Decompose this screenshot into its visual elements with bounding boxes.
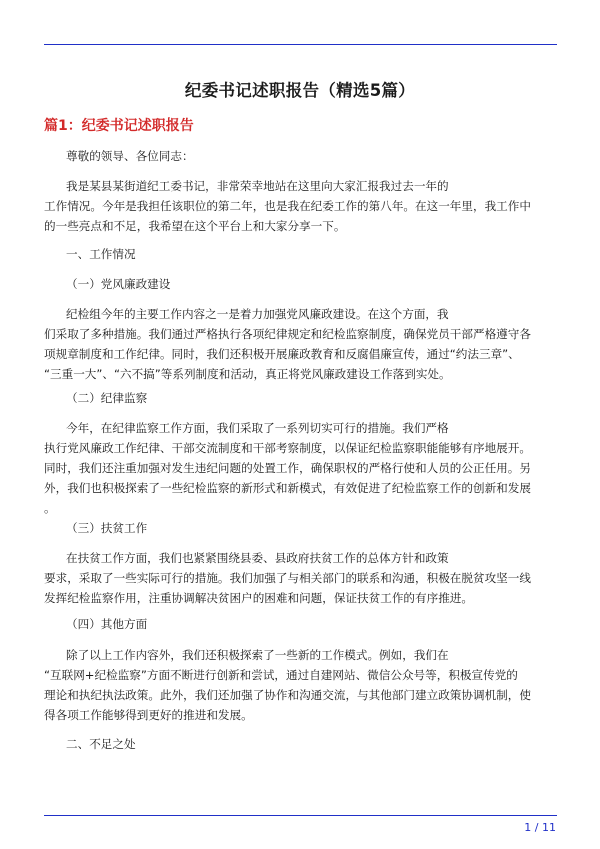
paragraph-line: 纪检组今年的主要工作内容之一是着力加强党风廉政建设。在这个方面，我	[66, 307, 449, 321]
paragraph-line: （一）党风廉政建设	[66, 277, 171, 291]
paragraph-line: （二）纪律监察	[66, 391, 148, 405]
paragraph-line: 外，我们也积极探索了一些纪检监察的新形式和新模式，有效促进了纪检监察工作的创新和发展	[44, 481, 531, 495]
section-two-heading	[44, 734, 557, 754]
paragraph-line: 同时，我们还注重加强对发生违纪问题的处置工作，确保职权的严格行使和人员的公正任用。另	[44, 461, 531, 475]
paragraph-line: “互联网+纪检监察”方面不断进行创新和尝试，通过自建网站、微信公众号等，积极宣传党的	[44, 668, 518, 682]
paragraph-line: 除了以上工作内容外，我们还积极探索了一些新的工作模式。例如，我们在	[66, 648, 449, 662]
body-paragraph	[44, 304, 557, 384]
paragraph-line: 执行党风廉政工作纪律、干部交流制度和干部考察制度，以保证纪检监察职能能够有序地展开。	[44, 441, 531, 455]
paragraph-line: 得各项工作能够得到更好的推进和发展。	[44, 708, 253, 722]
paragraph-line: 们采取了多种措施。我们通过严格执行各项纪律规定和纪检监察制度，确保党员干部严格遵守各	[44, 327, 531, 341]
greeting-paragraph	[44, 146, 557, 166]
paragraph-line: 一、工作情况	[66, 247, 136, 261]
document-title: 纪委书记述职报告（精选5篇）	[184, 81, 416, 100]
paragraph-line: 。	[44, 501, 56, 515]
page-number: 1 / 11	[524, 821, 556, 834]
paragraph-line: “三重一大”、“六不搞”等系列制度和活动，真正将党风廉政建设工作落到实处。	[44, 367, 451, 381]
body-paragraph	[44, 548, 557, 608]
subsection-heading	[44, 274, 557, 294]
paragraph-line: 发挥纪检监察作用，注重协调解决贫困户的困难和问题，保证扶贫工作的有序推进。	[44, 591, 473, 605]
paragraph-line: 的一些亮点和不足，我希望在这个平台上和大家分享一下。	[44, 219, 346, 233]
paragraph-line: 我是某县某街道纪工委书记，非常荣幸地站在这里向大家汇报我过去一年的	[66, 179, 449, 193]
subsection-heading	[44, 614, 557, 634]
footer-rule	[44, 815, 557, 816]
paragraph-line: （三）扶贫工作	[66, 521, 148, 535]
section-heading: 篇1：纪委书记述职报告	[44, 118, 194, 134]
paragraph-line: 在扶贫工作方面，我们也紧紧围绕县委、县政府扶贫工作的总体方针和政策	[66, 551, 449, 565]
body-paragraph	[44, 645, 557, 725]
paragraph-line: 工作情况。今年是我担任该职位的第二年，也是我在纪委工作的第八年。在这一年里，我工作中	[44, 199, 531, 213]
subsection-heading	[44, 518, 557, 538]
paragraph-line: 项规章制度和工作纪律。同时，我们还积极开展廉政教育和反腐倡廉宣传，通过“约法三章”、	[44, 347, 520, 361]
intro-paragraph	[44, 176, 557, 236]
paragraph-line: （四）其他方面	[66, 617, 148, 631]
paragraph-line: 要求，采取了一些实际可行的措施。我们加强了与相关部门的联系和沟通，积极在脱贫攻坚一线	[44, 571, 531, 585]
paragraph-line: 今年，在纪律监察工作方面，我们采取了一系列切实可行的措施。我们严格	[66, 421, 449, 435]
paragraph-line: 二、不足之处	[66, 737, 136, 751]
subsection-heading	[44, 388, 557, 408]
body-paragraph	[44, 418, 557, 518]
paragraph-line: 理论和执纪执法政策。此外，我们还加强了协作和沟通交流，与其他部门建立政策协调机制，使	[44, 688, 531, 702]
header-rule	[44, 44, 557, 45]
paragraph-line: 尊敬的领导、各位同志：	[66, 149, 194, 163]
subsection-heading	[44, 244, 557, 264]
